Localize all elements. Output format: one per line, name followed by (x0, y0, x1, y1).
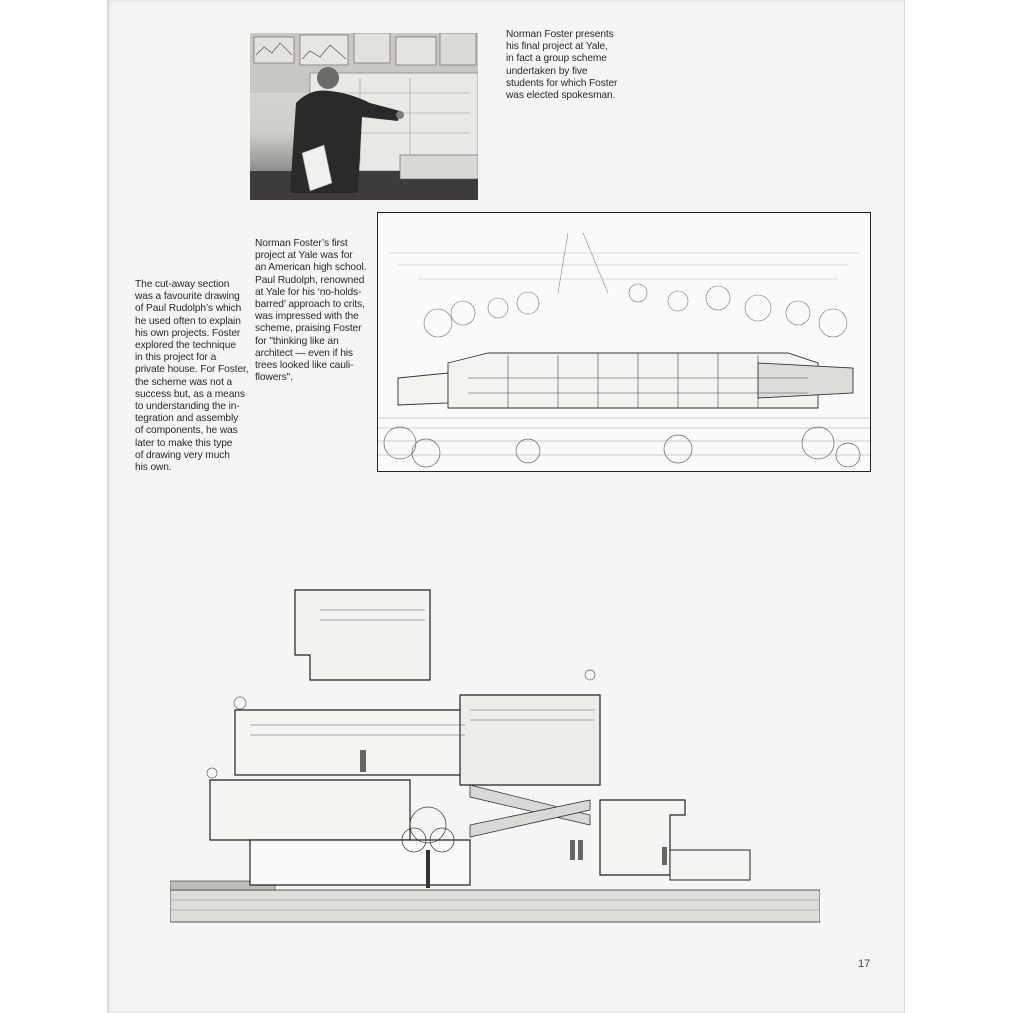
scan-margin-right (904, 0, 1013, 1013)
cutaway-section-drawing (170, 585, 820, 925)
sketch-caption: Norman Foster’s first project at Yale was for an American high school. Paul Rudolph, renowned at Yale for his ‘no-holds- barred’ approach to crits, was impressed with the scheme, praising Foster for "thinking like an architect — even if his trees looked like cauli- flowers". (255, 238, 367, 384)
section-caption: The cut-away section was a favourite drawing of Paul Rudolph’s which he used often to explain his own projects. Foster explored the technique in this project for a private house. For Foster, the scheme was not a success but, as a means to understanding the in- tegration and assembly of components, he was later to make this type of drawing very much his own. (135, 279, 249, 474)
photo-caption: Norman Foster presents his final project at Yale, in fact a group scheme undertaken by five students for which Foster was elected spokesman. (506, 29, 618, 102)
presentation-photo (250, 33, 478, 200)
page-number: 17 (858, 958, 871, 970)
high-school-sketch (377, 212, 871, 472)
scan-margin-left (0, 0, 107, 1013)
